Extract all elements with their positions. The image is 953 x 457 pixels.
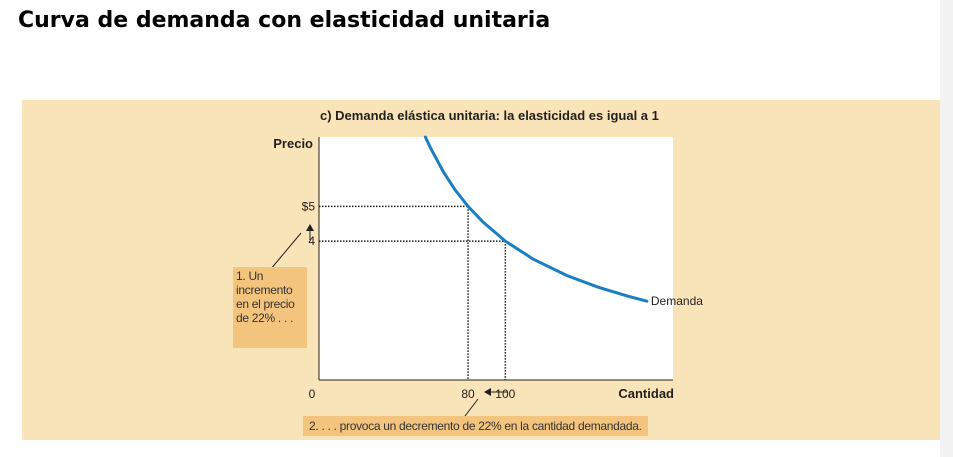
- y-tick-label: 4: [308, 234, 315, 249]
- y-axis-label: Precio: [273, 136, 313, 151]
- x-tick-label: 100: [495, 387, 516, 401]
- plot-area: [319, 137, 673, 380]
- quantity-decrease-note: 2. . . . provoca un decremento de 22% en la cantidad demandada.: [303, 416, 648, 436]
- note-line: de 22% . . .: [236, 311, 294, 325]
- slide-title: Curva de demanda con elasticidad unitaria: [18, 8, 551, 33]
- price-increase-note: [233, 267, 307, 348]
- chart-title: c) Demanda elástica unitaria: la elasticidad es igual a 1: [320, 108, 659, 123]
- note-line: 1. Un: [236, 269, 264, 283]
- x-axis-label: Cantidad: [618, 386, 674, 401]
- note-line: en el precio: [236, 297, 295, 311]
- x-tick-label: 80: [461, 387, 475, 401]
- y-tick-label: $5: [301, 199, 315, 214]
- origin-label: 0: [308, 387, 316, 401]
- note-line: incremento: [236, 283, 293, 297]
- demand-curve-label: Demanda: [650, 294, 703, 309]
- price-callout-line: [270, 233, 301, 270]
